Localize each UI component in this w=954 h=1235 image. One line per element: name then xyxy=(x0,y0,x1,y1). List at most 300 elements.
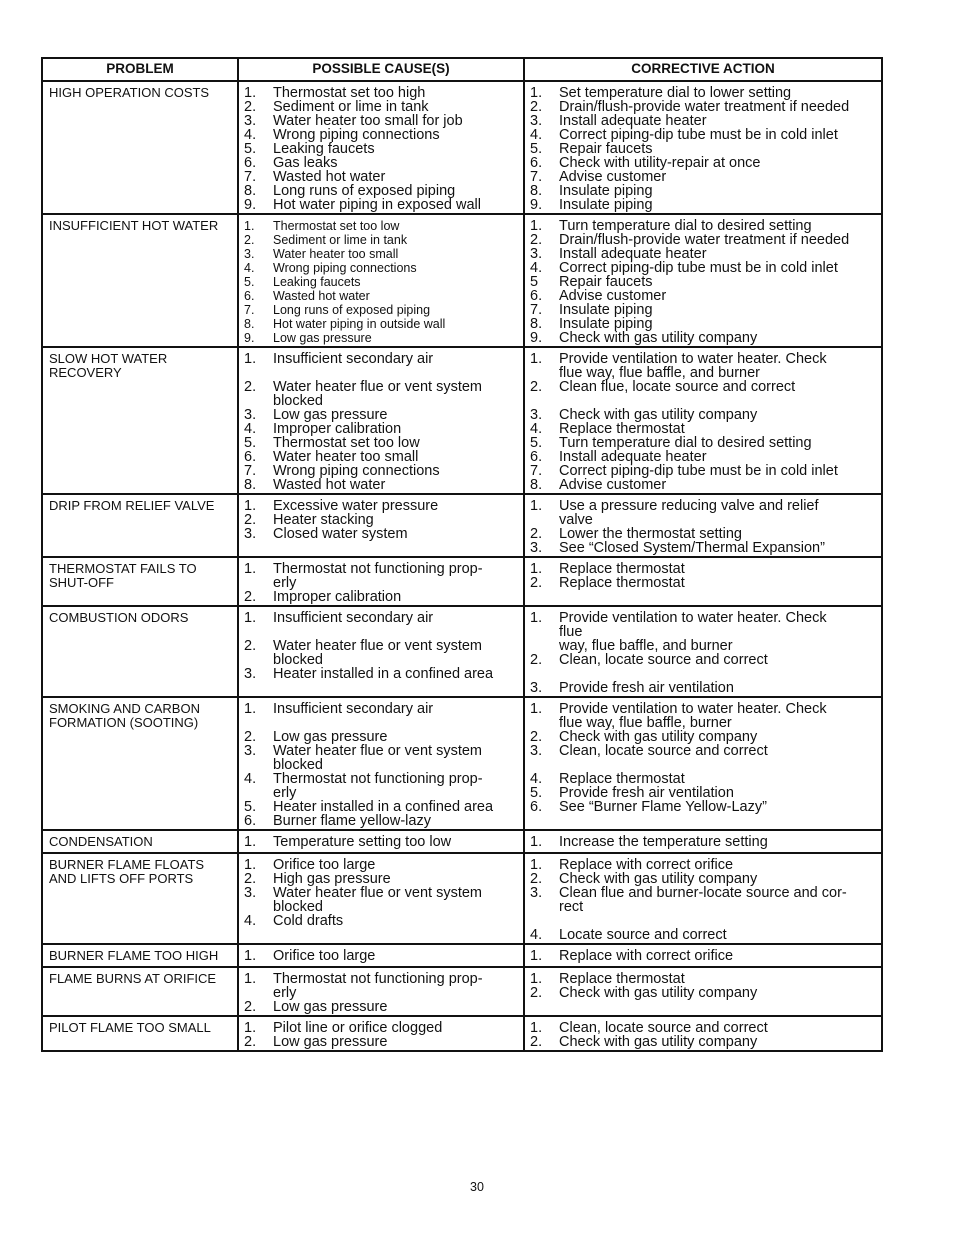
cause-item xyxy=(244,128,517,142)
action-item xyxy=(530,928,875,942)
item-number: 1. xyxy=(244,219,255,233)
item-number: 2. xyxy=(530,985,543,1001)
item-number xyxy=(530,513,559,527)
action-item xyxy=(530,380,875,394)
item-number: 3. xyxy=(530,246,543,262)
item-number: 5. xyxy=(244,141,257,157)
item-text: Check with gas utility company xyxy=(559,330,758,346)
action-item xyxy=(530,541,875,555)
action-item xyxy=(530,114,875,128)
cause-item xyxy=(244,352,517,366)
problem-cell: BURNER FLAME FLOATS AND LIFTS OFF PORTS xyxy=(42,853,238,944)
item-text: Locate source and correct xyxy=(559,927,727,943)
item-text: Wasted hot water xyxy=(273,289,370,303)
item-text: Provide ventilation to water heater. Check xyxy=(559,610,827,626)
item-text: Closed water system xyxy=(273,526,408,542)
item-number xyxy=(244,576,273,590)
item-number: 2. xyxy=(530,871,543,887)
item-text: Low gas pressure xyxy=(273,999,388,1015)
action-item xyxy=(530,198,875,212)
item-text: Insufficient secondary air xyxy=(273,701,434,717)
item-text: Thermostat not functioning prop- xyxy=(273,561,483,577)
item-text: Clean, locate source and correct xyxy=(559,743,768,759)
item-text: Water heater flue or vent system xyxy=(273,885,482,901)
item-text: Temperature setting too low xyxy=(273,834,452,850)
cause-item xyxy=(244,625,517,639)
item-text: Provide fresh air ventilation xyxy=(559,785,734,801)
item-text: Replace thermostat xyxy=(559,561,685,577)
item-number: 1. xyxy=(244,701,257,717)
action-item xyxy=(530,1021,875,1035)
item-number: 5. xyxy=(530,141,543,157)
cause-item xyxy=(244,716,517,730)
item-text: Thermostat set too low xyxy=(273,219,400,233)
item-number: 7. xyxy=(530,169,543,185)
item-text: Replace thermostat xyxy=(559,771,685,787)
actions-cell xyxy=(524,214,882,347)
item-text: Improper calibration xyxy=(273,589,402,605)
cause-item xyxy=(244,576,517,590)
cause-item xyxy=(244,436,517,450)
actions-cell xyxy=(524,494,882,557)
cause-item xyxy=(244,653,517,667)
item-text: way, flue baffle, and burner xyxy=(559,638,733,654)
item-number: 2. xyxy=(244,999,257,1015)
cause-item xyxy=(244,611,517,625)
header-actions: CORRECTIVE ACTION xyxy=(524,58,882,81)
item-text: Replace with correct orifice xyxy=(559,948,734,964)
item-number: 7. xyxy=(244,303,255,317)
action-item xyxy=(530,464,875,478)
item-text: Long runs of exposed piping xyxy=(273,183,456,199)
item-number xyxy=(244,786,273,800)
causes-cell xyxy=(238,214,524,347)
item-text: Thermostat not functioning prop- xyxy=(273,971,483,987)
item-number: 8. xyxy=(244,183,257,199)
item-number: 9. xyxy=(530,197,543,213)
item-number: 4. xyxy=(530,127,543,143)
item-number: 2. xyxy=(530,99,543,115)
item-text: Low gas pressure xyxy=(273,1034,388,1050)
item-text: Excessive water pressure xyxy=(273,498,439,514)
actions-cell xyxy=(524,944,882,967)
item-text: Advise customer xyxy=(559,169,667,185)
item-number: 1. xyxy=(244,971,257,987)
action-item xyxy=(530,408,875,422)
table-row xyxy=(42,853,882,944)
item-number: 5 xyxy=(530,274,539,290)
causes-cell xyxy=(238,494,524,557)
item-text: valve xyxy=(559,512,593,528)
table-row xyxy=(42,967,882,1016)
header-row xyxy=(42,58,882,81)
action-item xyxy=(530,872,875,886)
item-number: 5. xyxy=(530,435,543,451)
cause-item xyxy=(244,730,517,744)
item-text: Water heater flue or vent system xyxy=(273,638,482,654)
problem-cell: THERMOSTAT FAILS TO SHUT-OFF xyxy=(42,557,238,606)
item-text: Increase the temperature setting xyxy=(559,834,768,850)
action-item xyxy=(530,219,875,233)
cause-item xyxy=(244,786,517,800)
cause-item xyxy=(244,949,517,963)
table-row xyxy=(42,606,882,697)
item-number: 3. xyxy=(244,743,257,759)
action-item xyxy=(530,352,875,366)
item-text: Heater stacking xyxy=(273,512,374,528)
action-item xyxy=(530,275,875,289)
problem-cell: INSUFFICIENT HOT WATER xyxy=(42,214,238,347)
item-text xyxy=(559,667,875,681)
cause-item xyxy=(244,380,517,394)
item-number: 3. xyxy=(530,885,543,901)
item-text: erly xyxy=(273,985,297,1001)
item-number: 1. xyxy=(530,701,543,717)
item-text: Check with utility-repair at once xyxy=(559,155,761,171)
cause-item xyxy=(244,114,517,128)
item-text: Check with gas utility company xyxy=(559,407,758,423)
cause-item xyxy=(244,464,517,478)
item-number: 5. xyxy=(244,435,257,451)
cause-item xyxy=(244,408,517,422)
item-number: 7. xyxy=(244,463,257,479)
item-number: 6. xyxy=(530,799,543,815)
item-number xyxy=(244,716,273,730)
action-item xyxy=(530,450,875,464)
header-causes: POSSIBLE CAUSE(S) xyxy=(238,58,524,81)
item-number xyxy=(244,986,273,1000)
action-item xyxy=(530,986,875,1000)
item-text: Wrong piping connections xyxy=(273,261,417,275)
header-problem: PROBLEM xyxy=(42,58,238,81)
item-text: erly xyxy=(273,785,297,801)
cause-item xyxy=(244,499,517,513)
cause-item xyxy=(244,219,517,233)
item-text: Check with gas utility company xyxy=(559,985,758,1001)
cause-item xyxy=(244,184,517,198)
item-text: Burner flame yellow-lazy xyxy=(273,813,431,829)
item-number: 2. xyxy=(244,638,257,654)
item-text: Provide ventilation to water heater. Check xyxy=(559,351,827,367)
causes-cell xyxy=(238,697,524,830)
cause-item xyxy=(244,590,517,604)
item-number: 3. xyxy=(530,743,543,759)
item-number: 3. xyxy=(530,407,543,423)
item-text: See “Burner Flame Yellow-Lazy” xyxy=(559,799,767,815)
item-number: 2. xyxy=(244,589,257,605)
cause-item xyxy=(244,527,517,541)
item-text: Insulate piping xyxy=(559,197,653,213)
item-number: 6. xyxy=(244,155,257,171)
item-text: flue way, flue baffle, burner xyxy=(559,715,732,731)
item-number: 7. xyxy=(530,302,543,318)
item-text: erly xyxy=(273,575,297,591)
item-number: 2. xyxy=(530,652,543,668)
item-number: 1. xyxy=(530,610,543,626)
item-text: Clean flue, locate source and correct xyxy=(559,379,796,395)
item-text: Water heater too small xyxy=(273,247,399,261)
action-item xyxy=(530,835,875,849)
item-number: 8. xyxy=(530,183,543,199)
item-number xyxy=(530,758,559,772)
item-text: Gas leaks xyxy=(273,155,338,171)
item-text: Water heater flue or vent system xyxy=(273,743,482,759)
problem-cell: FLAME BURNS AT ORIFICE xyxy=(42,967,238,1016)
item-number: 1. xyxy=(244,498,257,514)
item-number: 2. xyxy=(244,871,257,887)
action-item xyxy=(530,702,875,716)
item-text: Lower the thermostat setting xyxy=(559,526,742,542)
item-text: Drain/flush-provide water treatment if needed xyxy=(559,232,850,248)
causes-cell xyxy=(238,557,524,606)
item-number: 1. xyxy=(530,218,543,234)
item-text: Water heater flue or vent system xyxy=(273,379,482,395)
item-number: 1. xyxy=(530,498,543,514)
action-item xyxy=(530,261,875,275)
item-number: 2. xyxy=(244,729,257,745)
item-number xyxy=(530,625,559,639)
item-number xyxy=(244,366,273,380)
item-number: 1. xyxy=(244,85,257,101)
item-text: Leaking faucets xyxy=(273,275,361,289)
cause-item xyxy=(244,758,517,772)
problem-cell: BURNER FLAME TOO HIGH xyxy=(42,944,238,967)
item-text: flue way, flue baffle, and burner xyxy=(559,365,760,381)
item-number: 3. xyxy=(244,666,257,682)
item-text: Advise customer xyxy=(559,288,667,304)
cause-item xyxy=(244,1035,517,1049)
item-number: 6. xyxy=(244,449,257,465)
item-number: 1. xyxy=(244,1020,257,1036)
item-number: 6. xyxy=(244,289,255,303)
item-number xyxy=(530,394,559,408)
item-text: Replace thermostat xyxy=(559,421,685,437)
item-text: Water heater too small for job xyxy=(273,113,463,129)
cause-item xyxy=(244,422,517,436)
action-item xyxy=(530,289,875,303)
item-text: Cold drafts xyxy=(273,913,344,929)
item-text xyxy=(559,758,875,772)
action-item xyxy=(530,744,875,758)
item-text: Repair faucets xyxy=(559,274,653,290)
item-text: Insufficient secondary air xyxy=(273,610,434,626)
cause-item xyxy=(244,100,517,114)
cause-item xyxy=(244,142,517,156)
action-item xyxy=(530,625,875,639)
item-text: Check with gas utility company xyxy=(559,729,758,745)
item-number: 4. xyxy=(244,771,257,787)
troubleshooting-table xyxy=(41,57,883,1052)
item-number: 7. xyxy=(530,463,543,479)
action-item xyxy=(530,886,875,900)
item-text: Orifice too large xyxy=(273,948,376,964)
item-text: Sediment or lime in tank xyxy=(273,99,429,115)
cause-item xyxy=(244,289,517,303)
action-item xyxy=(530,499,875,513)
item-text xyxy=(273,716,517,730)
item-text: Turn temperature dial to desired setting xyxy=(559,218,812,234)
item-number: 1. xyxy=(244,834,257,850)
cause-item xyxy=(244,366,517,380)
action-item xyxy=(530,233,875,247)
action-item xyxy=(530,562,875,576)
item-number: 1. xyxy=(530,1020,543,1036)
item-number: 6. xyxy=(244,813,257,829)
item-text: Hot water piping in outside wall xyxy=(273,317,446,331)
action-item xyxy=(530,86,875,100)
item-text: Insulate piping xyxy=(559,183,653,199)
item-text: Clean, locate source and correct xyxy=(559,1020,768,1036)
cause-item xyxy=(244,667,517,681)
item-number: 9. xyxy=(530,330,543,346)
item-number: 6. xyxy=(530,288,543,304)
cause-item xyxy=(244,986,517,1000)
cause-item xyxy=(244,450,517,464)
item-number: 1. xyxy=(530,857,543,873)
action-item xyxy=(530,478,875,492)
table-body xyxy=(42,81,882,1051)
cause-item xyxy=(244,303,517,317)
table-row xyxy=(42,830,882,853)
action-item xyxy=(530,527,875,541)
action-item xyxy=(530,170,875,184)
item-number: 8. xyxy=(244,477,257,493)
cause-item xyxy=(244,972,517,986)
cause-item xyxy=(244,156,517,170)
action-item xyxy=(530,800,875,814)
item-number: 4. xyxy=(530,421,543,437)
item-number: 1. xyxy=(244,351,257,367)
item-text: Thermostat not functioning prop- xyxy=(273,771,483,787)
cause-item xyxy=(244,1000,517,1014)
table-row xyxy=(42,557,882,606)
item-text: Wasted hot water xyxy=(273,477,386,493)
item-text xyxy=(273,366,517,380)
action-item xyxy=(530,156,875,170)
cause-item xyxy=(244,331,517,345)
table-row xyxy=(42,494,882,557)
item-number: 7. xyxy=(244,169,257,185)
cause-item xyxy=(244,394,517,408)
item-text: Improper calibration xyxy=(273,421,402,437)
action-item xyxy=(530,900,875,914)
causes-cell xyxy=(238,967,524,1016)
action-item xyxy=(530,653,875,667)
item-number xyxy=(244,394,273,408)
item-text: Orifice too large xyxy=(273,857,376,873)
item-text xyxy=(273,625,517,639)
actions-cell xyxy=(524,347,882,494)
item-text: Leaking faucets xyxy=(273,141,375,157)
item-text: Drain/flush-provide water treatment if needed xyxy=(559,99,850,115)
action-item xyxy=(530,772,875,786)
item-number: 2. xyxy=(530,379,543,395)
problem-cell: COMBUSTION ODORS xyxy=(42,606,238,697)
item-text: Provide fresh air ventilation xyxy=(559,680,734,696)
cause-item xyxy=(244,513,517,527)
item-text: Pilot line or orifice clogged xyxy=(273,1020,443,1036)
actions-cell xyxy=(524,967,882,1016)
cause-item xyxy=(244,275,517,289)
item-text: Wrong piping connections xyxy=(273,463,440,479)
item-text: Check with gas utility company xyxy=(559,871,758,887)
item-number: 8. xyxy=(530,316,543,332)
problem-cell: CONDENSATION xyxy=(42,830,238,853)
item-text: blocked xyxy=(273,393,323,409)
actions-cell xyxy=(524,853,882,944)
causes-cell xyxy=(238,347,524,494)
item-text: Heater installed in a confined area xyxy=(273,799,494,815)
item-text: Repair faucets xyxy=(559,141,653,157)
item-number xyxy=(530,716,559,730)
item-text: Provide ventilation to water heater. Check xyxy=(559,701,827,717)
item-text: Clean flue and burner-locate source and cor- xyxy=(559,885,847,901)
item-text: Wrong piping connections xyxy=(273,127,440,143)
item-number: 8. xyxy=(530,477,543,493)
item-text xyxy=(559,394,875,408)
action-item xyxy=(530,786,875,800)
table-row xyxy=(42,1016,882,1051)
actions-cell xyxy=(524,830,882,853)
item-text: blocked xyxy=(273,652,323,668)
item-number xyxy=(530,667,559,681)
page-number: 30 xyxy=(470,1180,484,1194)
item-number: 1. xyxy=(244,610,257,626)
item-text: Set temperature dial to lower setting xyxy=(559,85,792,101)
item-number: 5. xyxy=(244,275,255,289)
cause-item xyxy=(244,317,517,331)
action-item xyxy=(530,858,875,872)
item-text: Insulate piping xyxy=(559,316,653,332)
item-text: Advise customer xyxy=(559,477,667,493)
causes-cell xyxy=(238,830,524,853)
item-number: 3. xyxy=(530,540,543,556)
item-number: 5. xyxy=(530,785,543,801)
cause-item xyxy=(244,702,517,716)
item-text: Clean, locate source and correct xyxy=(559,652,768,668)
item-number: 1. xyxy=(530,85,543,101)
item-text: Low gas pressure xyxy=(273,331,372,345)
item-number: 9. xyxy=(244,197,257,213)
item-number: 1. xyxy=(530,971,543,987)
cause-item xyxy=(244,814,517,828)
item-number xyxy=(530,639,559,653)
action-item xyxy=(530,184,875,198)
item-text: Wasted hot water xyxy=(273,169,386,185)
item-number: 4. xyxy=(244,421,257,437)
cause-item xyxy=(244,900,517,914)
item-text: Install adequate heater xyxy=(559,246,707,262)
table-row xyxy=(42,81,882,214)
cause-item xyxy=(244,639,517,653)
cause-item xyxy=(244,478,517,492)
item-number: 2. xyxy=(530,232,543,248)
item-number: 1. xyxy=(244,561,257,577)
item-number: 9. xyxy=(244,331,255,345)
item-number: 4. xyxy=(530,927,543,943)
item-number: 3. xyxy=(530,113,543,129)
action-item xyxy=(530,639,875,653)
item-number: 1. xyxy=(530,351,543,367)
item-text: Insulate piping xyxy=(559,302,653,318)
causes-cell xyxy=(238,606,524,697)
cause-item xyxy=(244,198,517,212)
action-item xyxy=(530,667,875,681)
problem-cell: PILOT FLAME TOO SMALL xyxy=(42,1016,238,1051)
table-row xyxy=(42,214,882,347)
action-item xyxy=(530,317,875,331)
causes-cell xyxy=(238,1016,524,1051)
